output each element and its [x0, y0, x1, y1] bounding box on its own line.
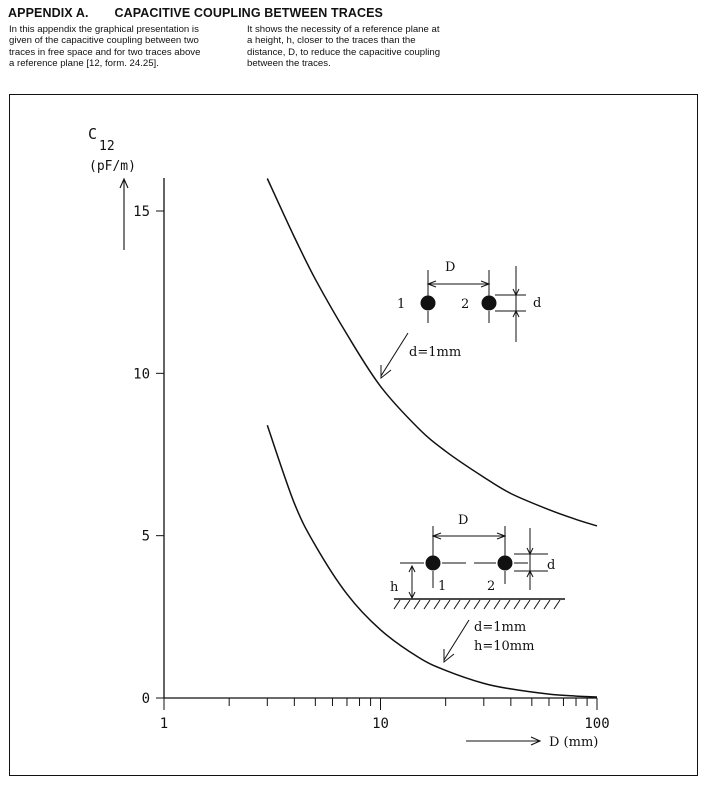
inset-top-trace2: 2 — [461, 297, 470, 312]
inset-top-d: d — [533, 296, 542, 311]
y-axis-unit: (pF/m) — [89, 159, 136, 174]
trace-2-dot-above-plane — [498, 556, 513, 571]
trace-2-dot — [482, 296, 497, 311]
y-tick-label: 10 — [133, 366, 150, 383]
appendix-title: CAPACITIVE COUPLING BETWEEN TRACES — [114, 6, 383, 20]
inset-bottom-label-d: d=1mm — [474, 620, 527, 635]
y-tick-label: 0 — [141, 691, 150, 707]
inset-top-label: d=1mm — [409, 345, 462, 360]
inset-top-trace1: 1 — [397, 297, 406, 312]
x-tick-label: 1 — [159, 716, 169, 732]
x-axis-label: D (mm) — [549, 735, 599, 750]
inset-top-D: D — [445, 260, 456, 275]
intro-left-line: a reference plane [12, form. 24.25]. — [9, 58, 159, 70]
inset-bottom-h: h — [390, 580, 399, 595]
x-axis-arrow — [466, 737, 540, 745]
intro-right-line: a height, h, closer to the traces than the — [247, 35, 416, 47]
ground-hatching — [394, 600, 560, 609]
trace-1-dot — [421, 296, 436, 311]
appendix-number: APPENDIX A. — [8, 6, 89, 20]
y-axis-arrow — [120, 179, 128, 250]
inset-above-plane — [390, 513, 565, 662]
inset-bottom-D: D — [458, 513, 469, 528]
intro-right-line: distance, D, to reduce the capacitive coupling — [247, 46, 441, 58]
y-axis-symbol: C — [88, 125, 98, 143]
inset-bottom-d: d — [547, 558, 556, 573]
x-tick-label: 10 — [372, 716, 389, 732]
x-tick-label: 100 — [584, 716, 610, 732]
intro-left-line: given of the capacitive coupling between two — [9, 35, 199, 47]
intro-left-line: In this appendix the graphical presentation is — [9, 24, 199, 35]
inset-free-space — [381, 260, 541, 378]
inset-bottom-trace2: 2 — [487, 579, 496, 594]
inset-bottom-label-h: h=10mm — [474, 639, 535, 654]
trace-1-dot-above-plane — [426, 556, 441, 571]
inset-bottom-trace1: 1 — [438, 579, 447, 594]
intro-left-line: traces in free space and for two traces above — [9, 46, 201, 58]
intro-right-line: It shows the necessity of a reference plane at — [247, 24, 440, 35]
y-tick-label: 5 — [141, 528, 150, 545]
intro-right-line: between the traces. — [247, 58, 331, 70]
y-tick-label: 15 — [133, 204, 150, 220]
y-axis-subscript: 12 — [99, 139, 115, 154]
